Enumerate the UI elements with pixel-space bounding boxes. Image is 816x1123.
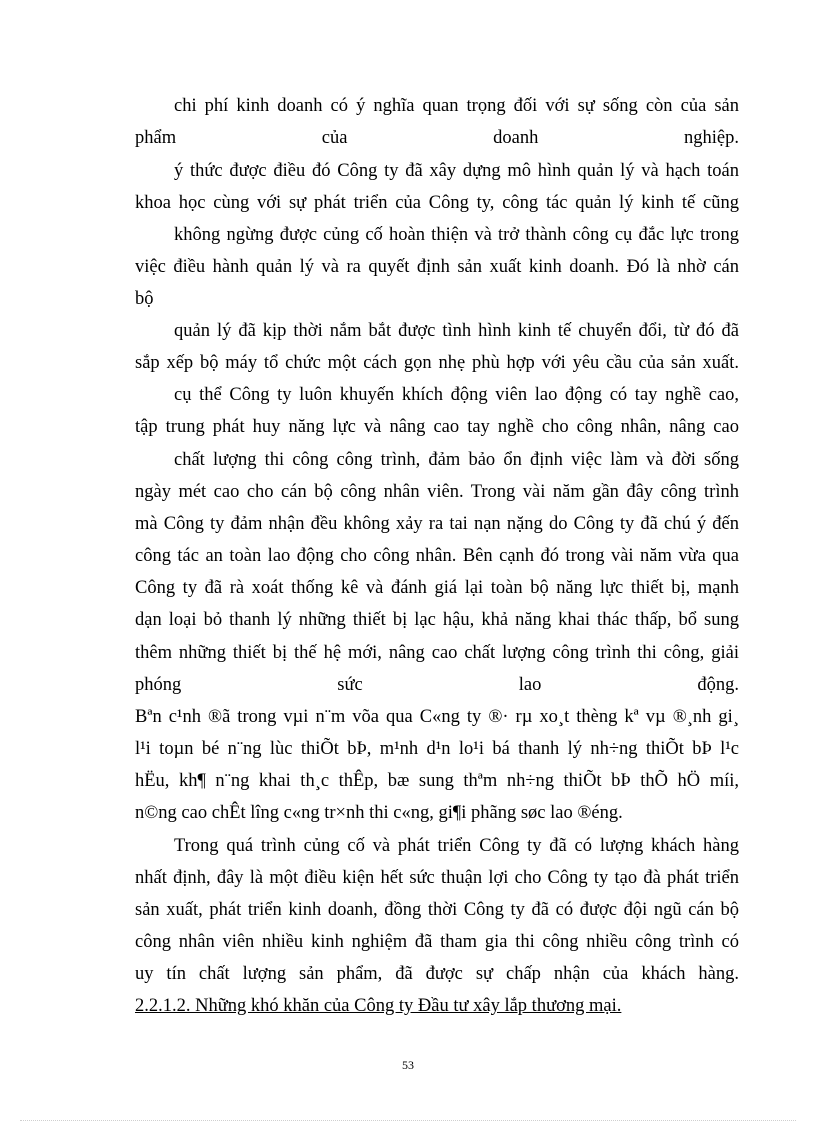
text-line: Công ty đã rà xoát thống kê và đánh giá lại toàn bộ năng lực thiết bị, mạnh xyxy=(135,578,739,598)
text-line: việc điều hành quản lý và ra quyết định sản xuất kinh doanh. Đó là nhờ cán xyxy=(135,257,739,277)
text-line: l¹i toµn bé n¨ng lùc thiÕt bÞ, m¹nh d¹n lo¹i bá thanh lý nh÷ng thiÕt bÞ l¹c xyxy=(135,739,739,759)
text-line: công nhân viên nhiều kinh nghiệm đã tham gia thi công nhiều công trình có xyxy=(135,932,739,952)
text-line: uy tín chất lượng sản phẩm, đã được sự chấp nhận của khách hàng. xyxy=(135,964,739,984)
text-line: quản lý đã kịp thời nắm bắt được tình hình kinh tế chuyển đổi, từ đó đã xyxy=(174,321,739,341)
text-line: ngày mét cao cho cán bộ công nhân viên. Trong vài năm gần đây công trình xyxy=(135,482,739,502)
text-line: n©ng cao chÊt lîng c«ng tr×nh thi c«ng, gi¶i phãng søc lao ®éng. xyxy=(135,803,623,823)
text-line: sắp xếp bộ máy tổ chức một cách gọn nhẹ phù hợp với yêu cầu của sản xuất. xyxy=(135,353,739,373)
text-line: bộ xyxy=(135,289,154,309)
text-line: cụ thể Công ty luôn khuyến khích động viên lao động có tay nghề cao, xyxy=(174,385,739,405)
text-line: Trong quá trình củng cố và phát triển Công ty đã có lượng khách hàng xyxy=(174,836,739,856)
text-line: hËu, kh¶ n¨ng khai th¸c thÊp, bæ sung thªm nh÷ng thiÕt bÞ thÕ hÖ míi, xyxy=(135,771,739,791)
text-line: công tác an toàn lao động cho công nhân. Bên cạnh đó trong vài năm vừa qua xyxy=(135,546,739,566)
text-line: ý thức được điều đó Công ty đã xây dựng mô hình quản lý và hạch toán xyxy=(174,161,739,181)
text-line: phóng sức lao động. xyxy=(135,675,739,695)
section-heading: 2.2.1.2. Những khó khăn của Công ty Đầu tư xây lắp thương mại. xyxy=(135,996,622,1016)
text-line: sản xuất, phát triển kinh doanh, đồng thời Công ty đã có được đội ngũ cán bộ xyxy=(135,900,739,920)
text-line: mà Công ty đảm nhận đều không xảy ra tai nạn nặng do Công ty đã chú ý đến xyxy=(135,514,739,534)
page-border-dotted xyxy=(20,1120,796,1121)
text-line: khoa học cùng với sự phát triển của Công ty, công tác quản lý kinh tế cũng xyxy=(135,193,739,213)
text-line: phẩm của doanh nghiệp. xyxy=(135,128,739,148)
page-number: 53 xyxy=(402,1058,414,1072)
text-line: Bªn c¹nh ®ã trong vµi n¨m võa qua C«ng ty ®· rµ xo¸t thèng kª vµ ®¸nh gi¸ xyxy=(135,707,739,727)
text-line: tập trung phát huy năng lực và nâng cao tay nghề cho công nhân, nâng cao xyxy=(135,417,739,437)
text-line: không ngừng được củng cố hoàn thiện và trở thành công cụ đắc lực trong xyxy=(174,225,739,245)
text-line: thêm những thiết bị thế hệ mới, nâng cao chất lượng công trình thi công, giải xyxy=(135,643,739,663)
text-line: dạn loại bỏ thanh lý những thiết bị lạc hậu, khả năng khai thác thấp, bổ sung xyxy=(135,610,739,630)
text-line: nhất định, đây là một điều kiện hết sức thuận lợi cho Công ty tạo đà phát triển xyxy=(135,868,739,888)
text-line: chi phí kinh doanh có ý nghĩa quan trọng đối với sự sống còn của sản xyxy=(174,96,739,116)
text-line: chất lượng thi công công trình, đảm bảo ổn định việc làm và đời sống xyxy=(174,450,739,470)
